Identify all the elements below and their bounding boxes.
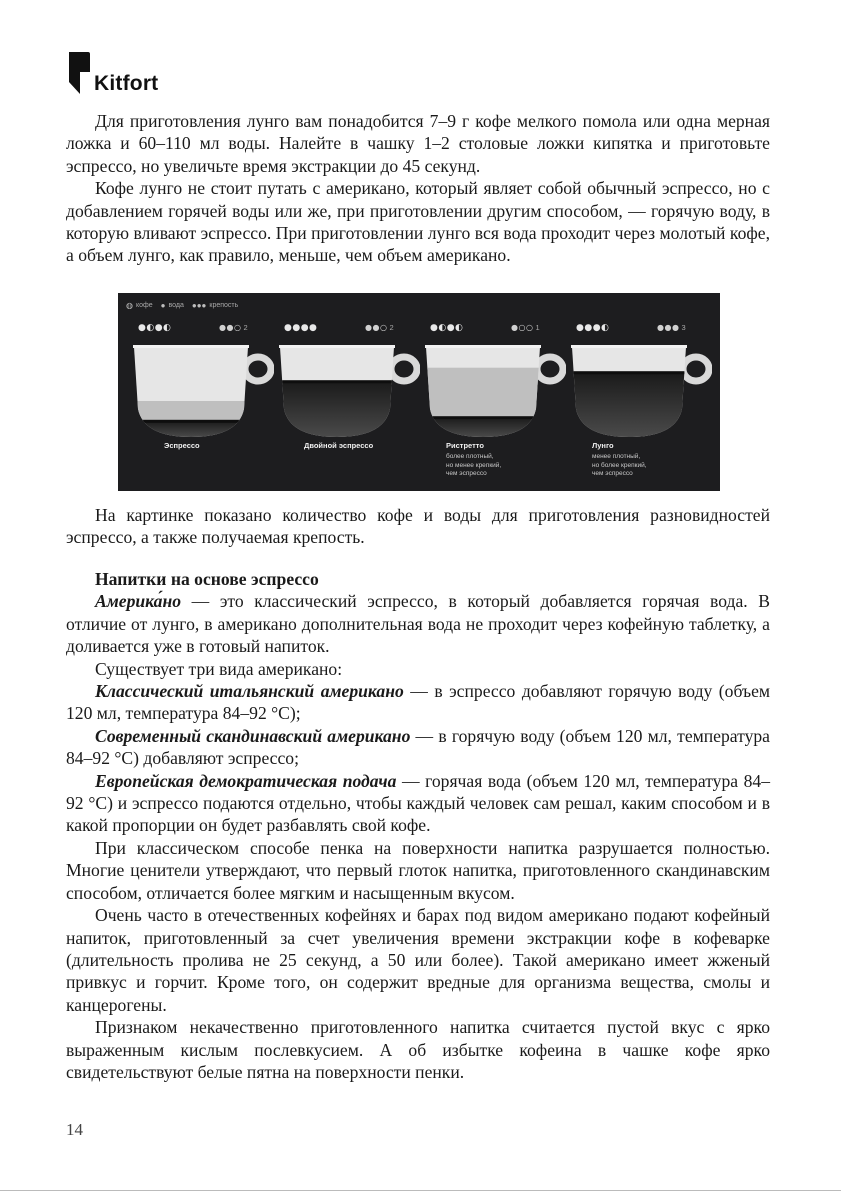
cup-name: Лунго [592, 441, 614, 450]
legend-coffee: ◍ кофе [126, 301, 153, 310]
crema-line [124, 420, 274, 423]
page-number: 14 [66, 1120, 83, 1139]
espresso-drinks-section [66, 568, 770, 1083]
paragraph: Кофе лунго не стоит путать с американо, который являет собой обычный эспрессо, но с добавлением горячей воды или же, при приготовлении другим способом, — горячую воду, в которую вливают эспрессо. При приготовлении лунго вся вода проходит через молотый кофе, а объем лунго, как правило, меньше, чем объем американо. [66, 178, 770, 266]
paragraph: Классический итальянский американо — в эспрессо добавляют горячую воду (объем 120 мл, температура 84–92 °C); [66, 681, 771, 724]
strength-dots-icon: ●●● [657, 323, 680, 332]
espresso-types-figure [118, 293, 720, 491]
ingredient-icons: ●●●◐ [576, 323, 610, 333]
kitfort-logo [66, 50, 186, 100]
strength-indicator [511, 323, 540, 332]
paragraph: При классическом способе пенка на поверхности напитка разрушается полностью. Многие ценители утверждают, что первый глоток напитка, приготовленного скандинавским способом, отличается более мягким и насыщенным вкусом. [66, 837, 770, 903]
cup-illustration [562, 341, 712, 441]
page-bottom-rule [0, 1190, 841, 1191]
brand-name: Kitfort [94, 72, 159, 95]
crema-line [562, 371, 712, 374]
cup-0 [124, 293, 274, 491]
cup-note: более плотный, но менее крепкий, чем эспрессо [446, 453, 502, 478]
crema-line [416, 416, 566, 419]
cup-illustration [270, 341, 420, 441]
paragraph: Очень часто в отечественных кофейнях и барах под видом американо подают кофейный напиток, приготовленный за счет увеличения времени экстракции кофе в кофеварке (длительность пролива не 25 секунд, а 50 или более). Такой американо имеет жженый привкус и горчит. Кроме того, он содержит вредные для организма вещества, смолы и канцерогены. [66, 905, 770, 1015]
paragraph: Для приготовления лунго вам понадобится 7–9 г кофе мелкого помола или одна мерная ложка и 60–110 мл воды. Налейте в чашку 1–2 столовые ложки кипятка и приготовьте эспрессо, но увеличьте время экстракции до 45 секунд. [66, 111, 770, 176]
strength-number: 1 [535, 323, 541, 332]
figure-caption-text [66, 504, 770, 549]
strength-dots-icon: ●○○ [511, 323, 534, 332]
water-drop-icon: ● [160, 301, 166, 310]
coffee-bean-icon: ◍ [126, 301, 133, 310]
cup-handle [683, 357, 709, 381]
coffee-layer [270, 381, 420, 437]
strength-dots-icon: ●●○ [365, 323, 388, 332]
intro-text [66, 110, 770, 267]
cup-name: Ристретто [446, 441, 484, 450]
paragraph: Европейская демократическая подача — горячая вода (объем 120 мл, температура 84–92 °C) и эспрессо подаются отдельно, чтобы каждый человек сам решал, каким способом и в какой пропорции он будет разбавлять свой кофе. [66, 770, 771, 836]
cup-3 [562, 293, 712, 491]
legend-water: ● вода [160, 301, 184, 310]
section-heading: Напитки на основе эспрессо [95, 569, 319, 589]
cup-rim [133, 345, 249, 348]
paragraph: Существует три вида американо: [95, 658, 343, 679]
cup-illustration [124, 341, 274, 441]
legend-strength: ●●● крепость [191, 301, 239, 310]
cup-1 [270, 293, 420, 491]
strength-dots-icon: ●●○ [219, 323, 242, 332]
cup-note: менее плотный, но более крепкий, чем эспрессо [592, 453, 647, 478]
strength-number: 3 [681, 323, 687, 332]
paragraph: Современный скандинавский американо — в горячую воду (объем 120 мл, температура 84–92 °C) добавляют эспрессо; [66, 725, 770, 769]
water-layer [416, 368, 566, 418]
ingredient-icons: ●◐●◐ [138, 323, 172, 333]
cup-2 [416, 293, 566, 491]
ingredient-icons: ●●●● [284, 323, 318, 333]
strength-indicator [219, 323, 248, 332]
strength-number: 2 [389, 323, 395, 332]
strength-number: 2 [243, 323, 249, 332]
ingredient-icons: ●◐●◐ [430, 323, 464, 333]
strength-indicator [657, 323, 686, 332]
coffee-layer [124, 421, 274, 437]
water-layer [124, 401, 274, 421]
paragraph: На картинке показано количество кофе и воды для приготовления разновидностей эспрессо, а также получаемая крепость. [66, 505, 770, 548]
cup-rim [279, 345, 395, 348]
kitfort-logo-mark-icon [66, 50, 92, 96]
cup-handle [537, 357, 563, 381]
cup-rim [425, 345, 541, 348]
paragraph: Признаком некачественно приготовленного напитка считается пустой вкус с ярко выраженным кислым послевкусием. А об избытке кофеина в чашке кофе ярко свидетельствуют белые пятна на поверхности пенки. [66, 1017, 770, 1082]
paragraph: Америка́но — это классический эспрессо, в который добавляется горячая вода. В отличие от лунго, в американо дополнительная вода не проходит через кофейную таблетку, а доливается уже в готовый напиток. [66, 591, 770, 657]
cup-name: Двойной эспрессо [304, 441, 374, 450]
coffee-layer [416, 417, 566, 437]
cup-rim [571, 345, 687, 348]
strength-dots-icon: ●●● [191, 301, 207, 310]
cup-handle [391, 357, 417, 381]
cup-handle [245, 357, 271, 381]
cup-name: Эспрессо [164, 441, 200, 450]
strength-indicator [365, 323, 394, 332]
cup-illustration [416, 341, 566, 441]
